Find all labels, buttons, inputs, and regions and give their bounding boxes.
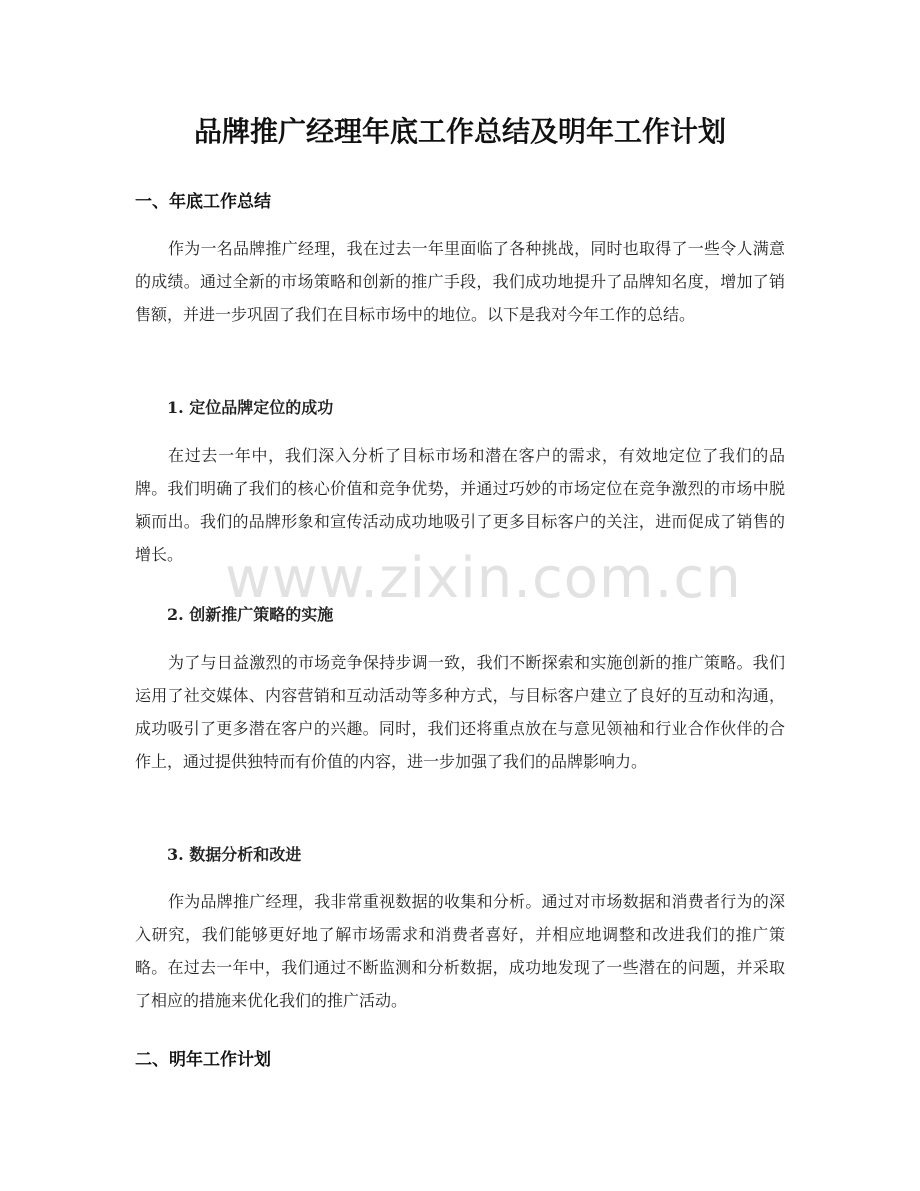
paragraph-brand-positioning: 在过去一年中，我们深入分析了目标市场和潜在客户的需求，有效地定位了我们的品牌。我们明确了我们的核心价值和竞争优势，并通过巧妙的市场定位在竞争激烈的市场中脱颖而出。我们的品牌形象和宣传活动成功地吸引了更多目标客户的关注，进而促成了销售的增长。 — [135, 446, 785, 564]
paragraph-innovative-promotion: 为了与日益激烈的市场竞争保持步调一致，我们不断探索和实施创新的推广策略。我们运用了社交媒体、内容营销和互动活动等多种方式，与目标客户建立了良好的互动和沟通，成功吸引了更多潜在客户的兴趣。同时，我们还将重点放在与意见领袖和行业合作伙伴的合作上，通过提供独特而有价值的内容，进一步加强了我们的品牌影响力。 — [135, 653, 785, 771]
section-heading-summary: 一、年底工作总结 — [135, 192, 271, 212]
subheading-brand-positioning: 1. 定位品牌定位的成功 — [167, 398, 334, 417]
section-heading-next-year-plan: 二、明年工作计划 — [135, 1050, 271, 1070]
summary-intro-paragraph: 作为一名品牌推广经理，我在过去一年里面临了各种挑战，同时也取得了一些令人满意的成绩。通过全新的市场策略和创新的推广手段，我们成功地提升了品牌知名度，增加了销售额，并进一步巩固了我们在目标市场中的地位。以下是我对今年工作的总结。 — [135, 239, 785, 324]
paragraph-data-analysis: 作为品牌推广经理，我非常重视数据的收集和分析。通过对市场数据和消费者行为的深入研究，我们能够更好地了解市场需求和消费者喜好，并相应地调整和改进我们的推广策略。在过去一年中，我们通过不断监测和分析数据，成功地发现了一些潜在的问题，并采取了相应的措施来优化我们的推广活动。 — [135, 892, 785, 1010]
subheading-innovative-promotion: 2. 创新推广策略的实施 — [167, 605, 334, 624]
subheading-data-analysis: 3. 数据分析和改进 — [167, 845, 302, 864]
document-title: 品牌推广经理年底工作总结及明年工作计划 — [193, 115, 726, 148]
watermark: www.zixin.com.cn — [225, 546, 742, 611]
